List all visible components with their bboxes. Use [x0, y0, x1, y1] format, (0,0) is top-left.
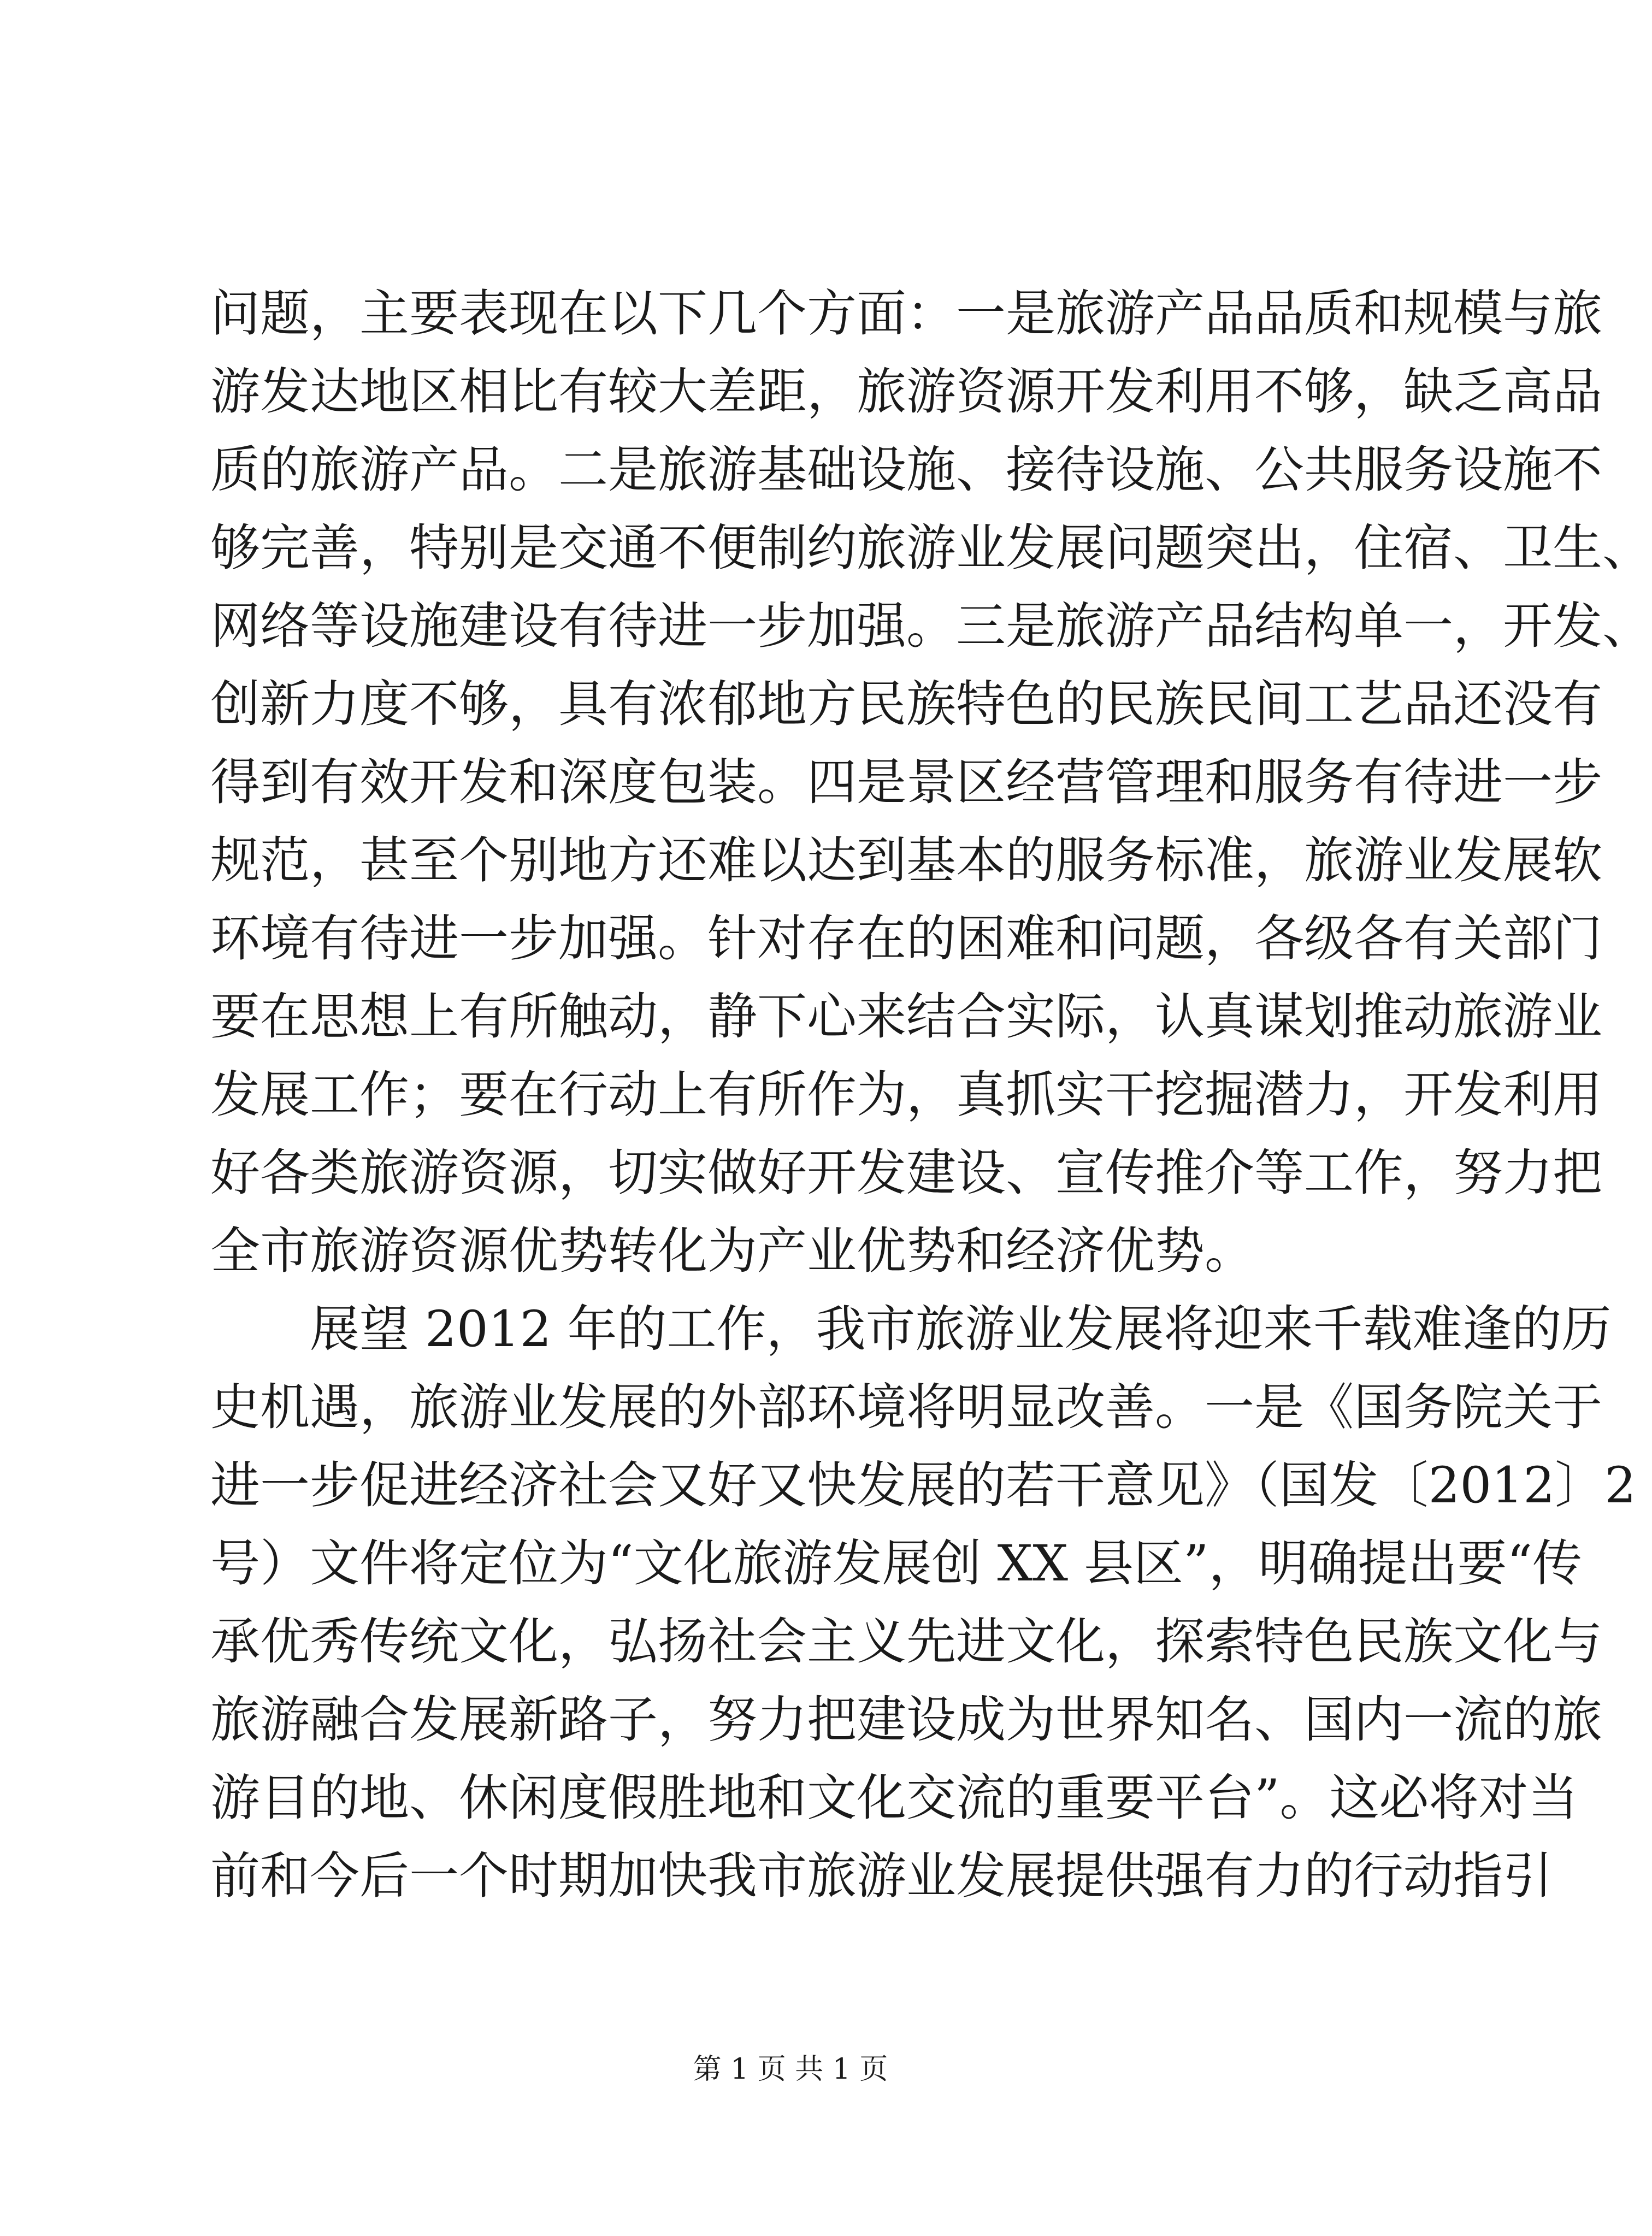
text-line: 号）文件将定位为“文化旅游发展创 XX 县区”，明确提出要“传 [210, 1535, 1582, 1592]
text-line: 承优秀传统文化，弘扬社会主义先进文化，探索特色民族文化与 [210, 1613, 1603, 1671]
text-line: 问题，主要表现在以下几个方面：一是旅游产品品质和规模与旅 [210, 285, 1603, 343]
page-number-label: 第 1 页 共 1 页 [693, 2053, 888, 2086]
text-line: 得到有效开发和深度包装。四是景区经营管理和服务有待进一步 [210, 754, 1603, 811]
text-line: 全市旅游资源优势转化为产业优势和经济优势。 [210, 1223, 1255, 1280]
text-line: 进一步促进经济社会又好又快发展的若干意见》（国发〔2012〕2 [210, 1457, 1636, 1514]
text-line: 前和今后一个时期加快我市旅游业发展提供强有力的行动指引 [210, 1848, 1553, 1905]
paragraph-2 [210, 1290, 1636, 1915]
text-line: 旅游融合发展新路子，努力把建设成为世界知名、国内一流的旅 [210, 1691, 1603, 1749]
text-line: 创新力度不够，具有浓郁地方民族特色的民族民间工艺品还没有 [210, 676, 1603, 733]
text-line: 规范，甚至个别地方还难以达到基本的服务标准，旅游业发展软 [210, 832, 1603, 889]
page-footer [0, 2046, 1581, 2087]
text-line: 环境有待进一步加强。针对存在的困难和问题，各级各有关部门 [210, 910, 1603, 967]
text-line: 质的旅游产品。二是旅游基础设施、接待设施、公共服务设施不 [210, 441, 1603, 499]
text-line: 史机遇，旅游业发展的外部环境将明显改善。一是《国务院关于 [210, 1379, 1603, 1436]
text-line: 要在思想上有所触动，静下心来结合实际，认真谋划推动旅游业 [210, 988, 1603, 1046]
text-line: 好各类旅游资源，切实做好开发建设、宣传推介等工作，努力把 [210, 1144, 1603, 1202]
text-line: 游发达地区相比有较大差距，旅游资源开发利用不够，缺乏高品 [210, 363, 1603, 421]
text-line: 够完善，特别是交通不便制约旅游业发展问题突出，住宿、卫生、 [210, 520, 1652, 577]
text-line: 展望 2012 年的工作，我市旅游业发展将迎来千载难逢的历 [310, 1301, 1612, 1358]
text-line: 网络等设施建设有待进一步加强。三是旅游产品结构单一，开发、 [210, 598, 1652, 655]
text-line: 发展工作；要在行动上有所作为，真抓实干挖掘潜力，开发利用 [210, 1066, 1603, 1124]
text-line: 游目的地、休闲度假胜地和文化交流的重要平台”。这必将对当 [210, 1769, 1578, 1827]
paragraph-1 [210, 275, 1652, 1290]
body-text [210, 275, 1652, 1915]
